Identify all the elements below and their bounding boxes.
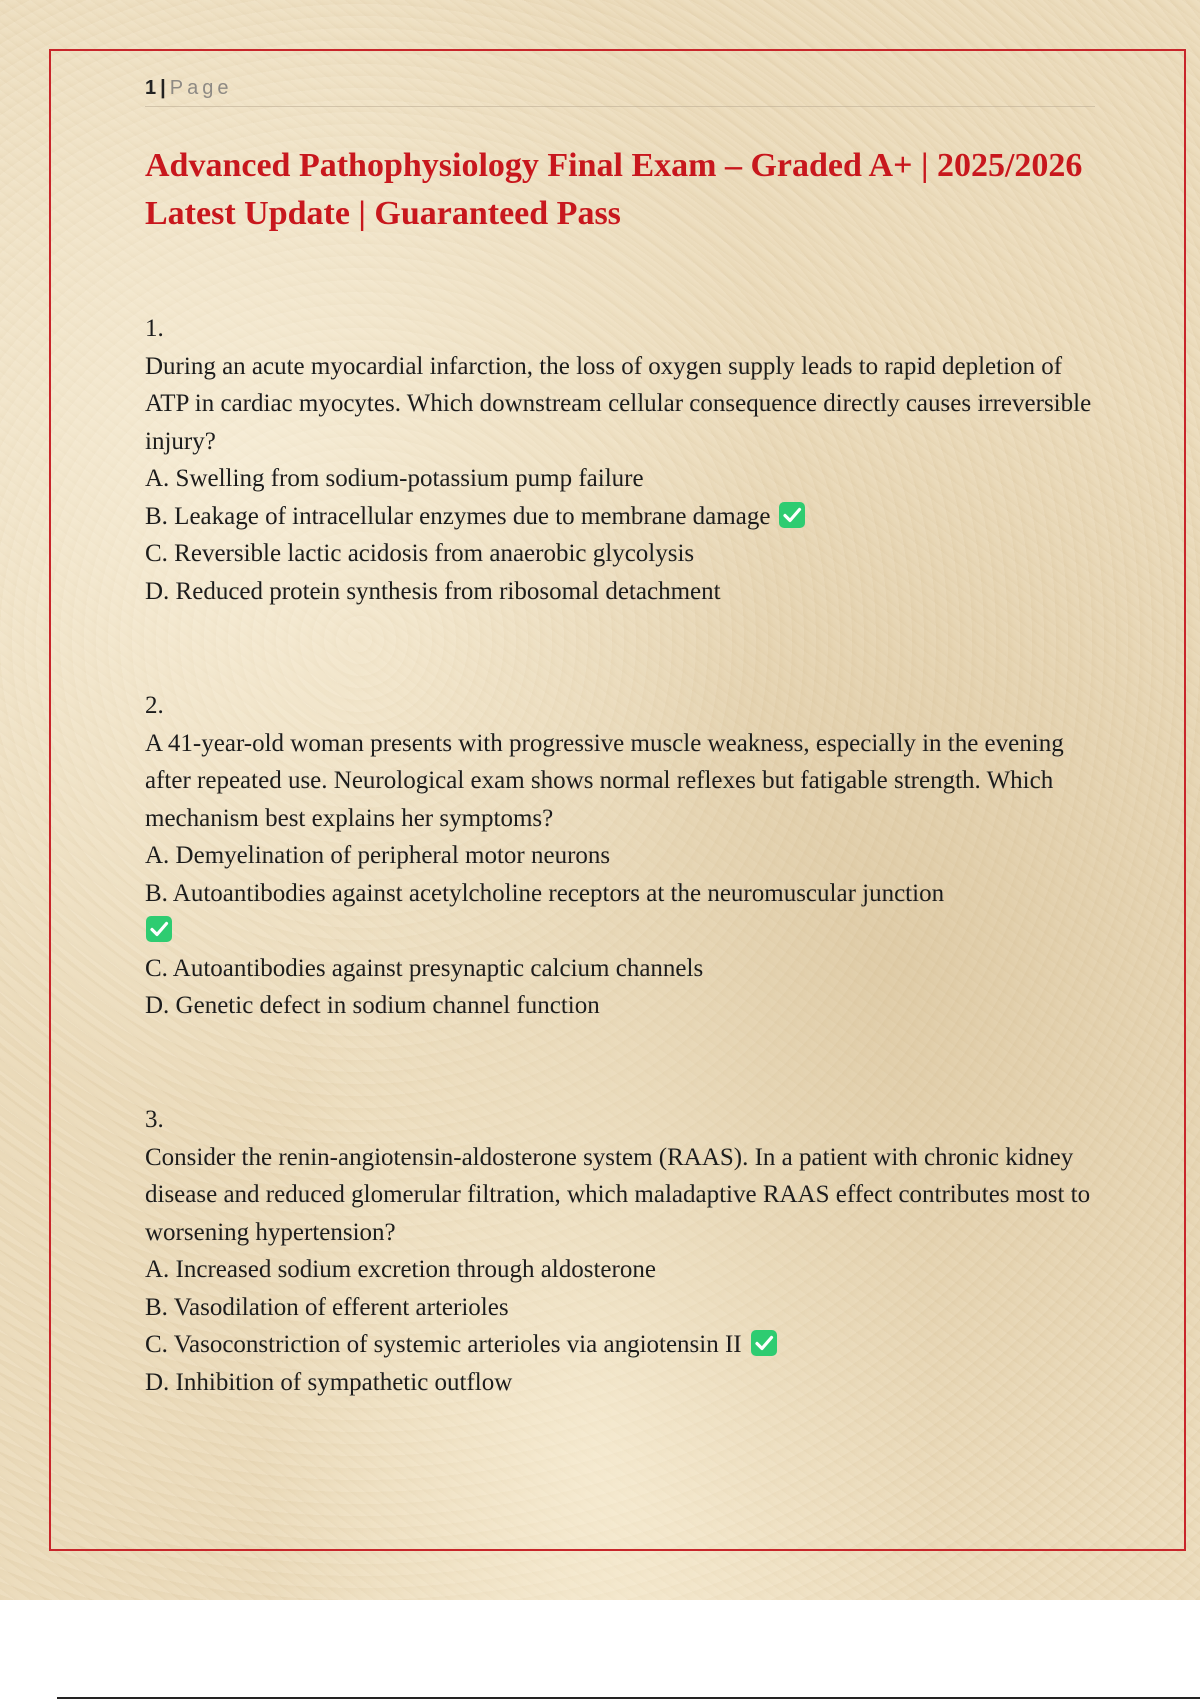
- page-word: Page: [169, 77, 233, 99]
- option-text: A. Increased sodium excretion through aldosterone: [145, 1256, 656, 1283]
- option-b: [145, 875, 1105, 913]
- question-stem: Consider the renin-angiotensin-aldosterone system (RAAS). In a patient with chronic kidney disease and reduced glomerular filtration, which maladaptive RAAS effect contributes most to worsening hypertension?: [145, 1143, 1091, 1246]
- option-text: B. Vasodilation of efferent arterioles: [145, 1293, 509, 1321]
- option-a: [145, 460, 1105, 498]
- option-text: B. Leakage of intracellular enzymes due to membrane damage: [145, 502, 771, 530]
- check-box-icon: [145, 915, 173, 943]
- option-d: [145, 1364, 1105, 1402]
- option-text: A. Demyelination of peripheral motor neurons: [145, 842, 611, 869]
- page-separator: |: [160, 77, 166, 99]
- option-text: C. Vasoconstriction of systemic arterioles via angiotensin II: [145, 1331, 742, 1358]
- option-c: [145, 535, 1105, 573]
- option-text: C. Autoantibodies against presynaptic calcium channels: [145, 954, 704, 982]
- option-text: A. Swelling from sodium-potassium pump failure: [145, 465, 644, 492]
- question-2: [145, 687, 1105, 1025]
- check-box-icon: [778, 501, 806, 529]
- check-box-icon: [750, 1329, 778, 1357]
- option-text: D. Genetic defect in sodium channel function: [145, 992, 600, 1019]
- option-a: [145, 1251, 1105, 1289]
- question-stem: A 41-year-old woman presents with progressive muscle weakness, especially in the evening after repeated use. Neurological exam shows normal reflexes but fatigable strength. Which mechanism best explains her symptoms?: [145, 729, 1064, 832]
- option-text: D. Reduced protein synthesis from ribosomal detachment: [145, 577, 721, 605]
- option-c: [145, 1326, 1105, 1364]
- option-a: [145, 837, 1105, 875]
- option-d: [145, 987, 1105, 1025]
- question-1: [145, 310, 1105, 610]
- option-text: D. Inhibition of sympathetic outflow: [145, 1368, 513, 1396]
- footer-rule: [57, 1697, 1200, 1699]
- option-b-check-line: [145, 912, 1105, 950]
- option-b: [145, 1289, 1105, 1327]
- question-3: [145, 1101, 1105, 1401]
- question-stem: During an acute myocardial infarction, the loss of oxygen supply leads to rapid depletion of ATP in cardiac myocytes. Which downstream cellular consequence directly causes irreversible injury?: [145, 352, 1092, 455]
- option-b: [145, 498, 1105, 536]
- question-number: 2.: [145, 692, 164, 719]
- option-c: [145, 950, 1105, 988]
- option-d: [145, 573, 1105, 611]
- question-number: 1.: [145, 315, 164, 342]
- page-number: 1: [145, 77, 157, 99]
- exam-title: Advanced Pathophysiology Final Exam – Graded A+ | 2025/2026 Latest Update | Guaranteed Pass: [145, 147, 1083, 232]
- option-text: B. Autoantibodies against acetylcholine receptors at the neuromuscular junction: [145, 879, 945, 907]
- option-text: C. Reversible lactic acidosis from anaerobic glycolysis: [145, 540, 695, 567]
- page-header: [145, 74, 1095, 107]
- question-number: 3.: [145, 1106, 164, 1133]
